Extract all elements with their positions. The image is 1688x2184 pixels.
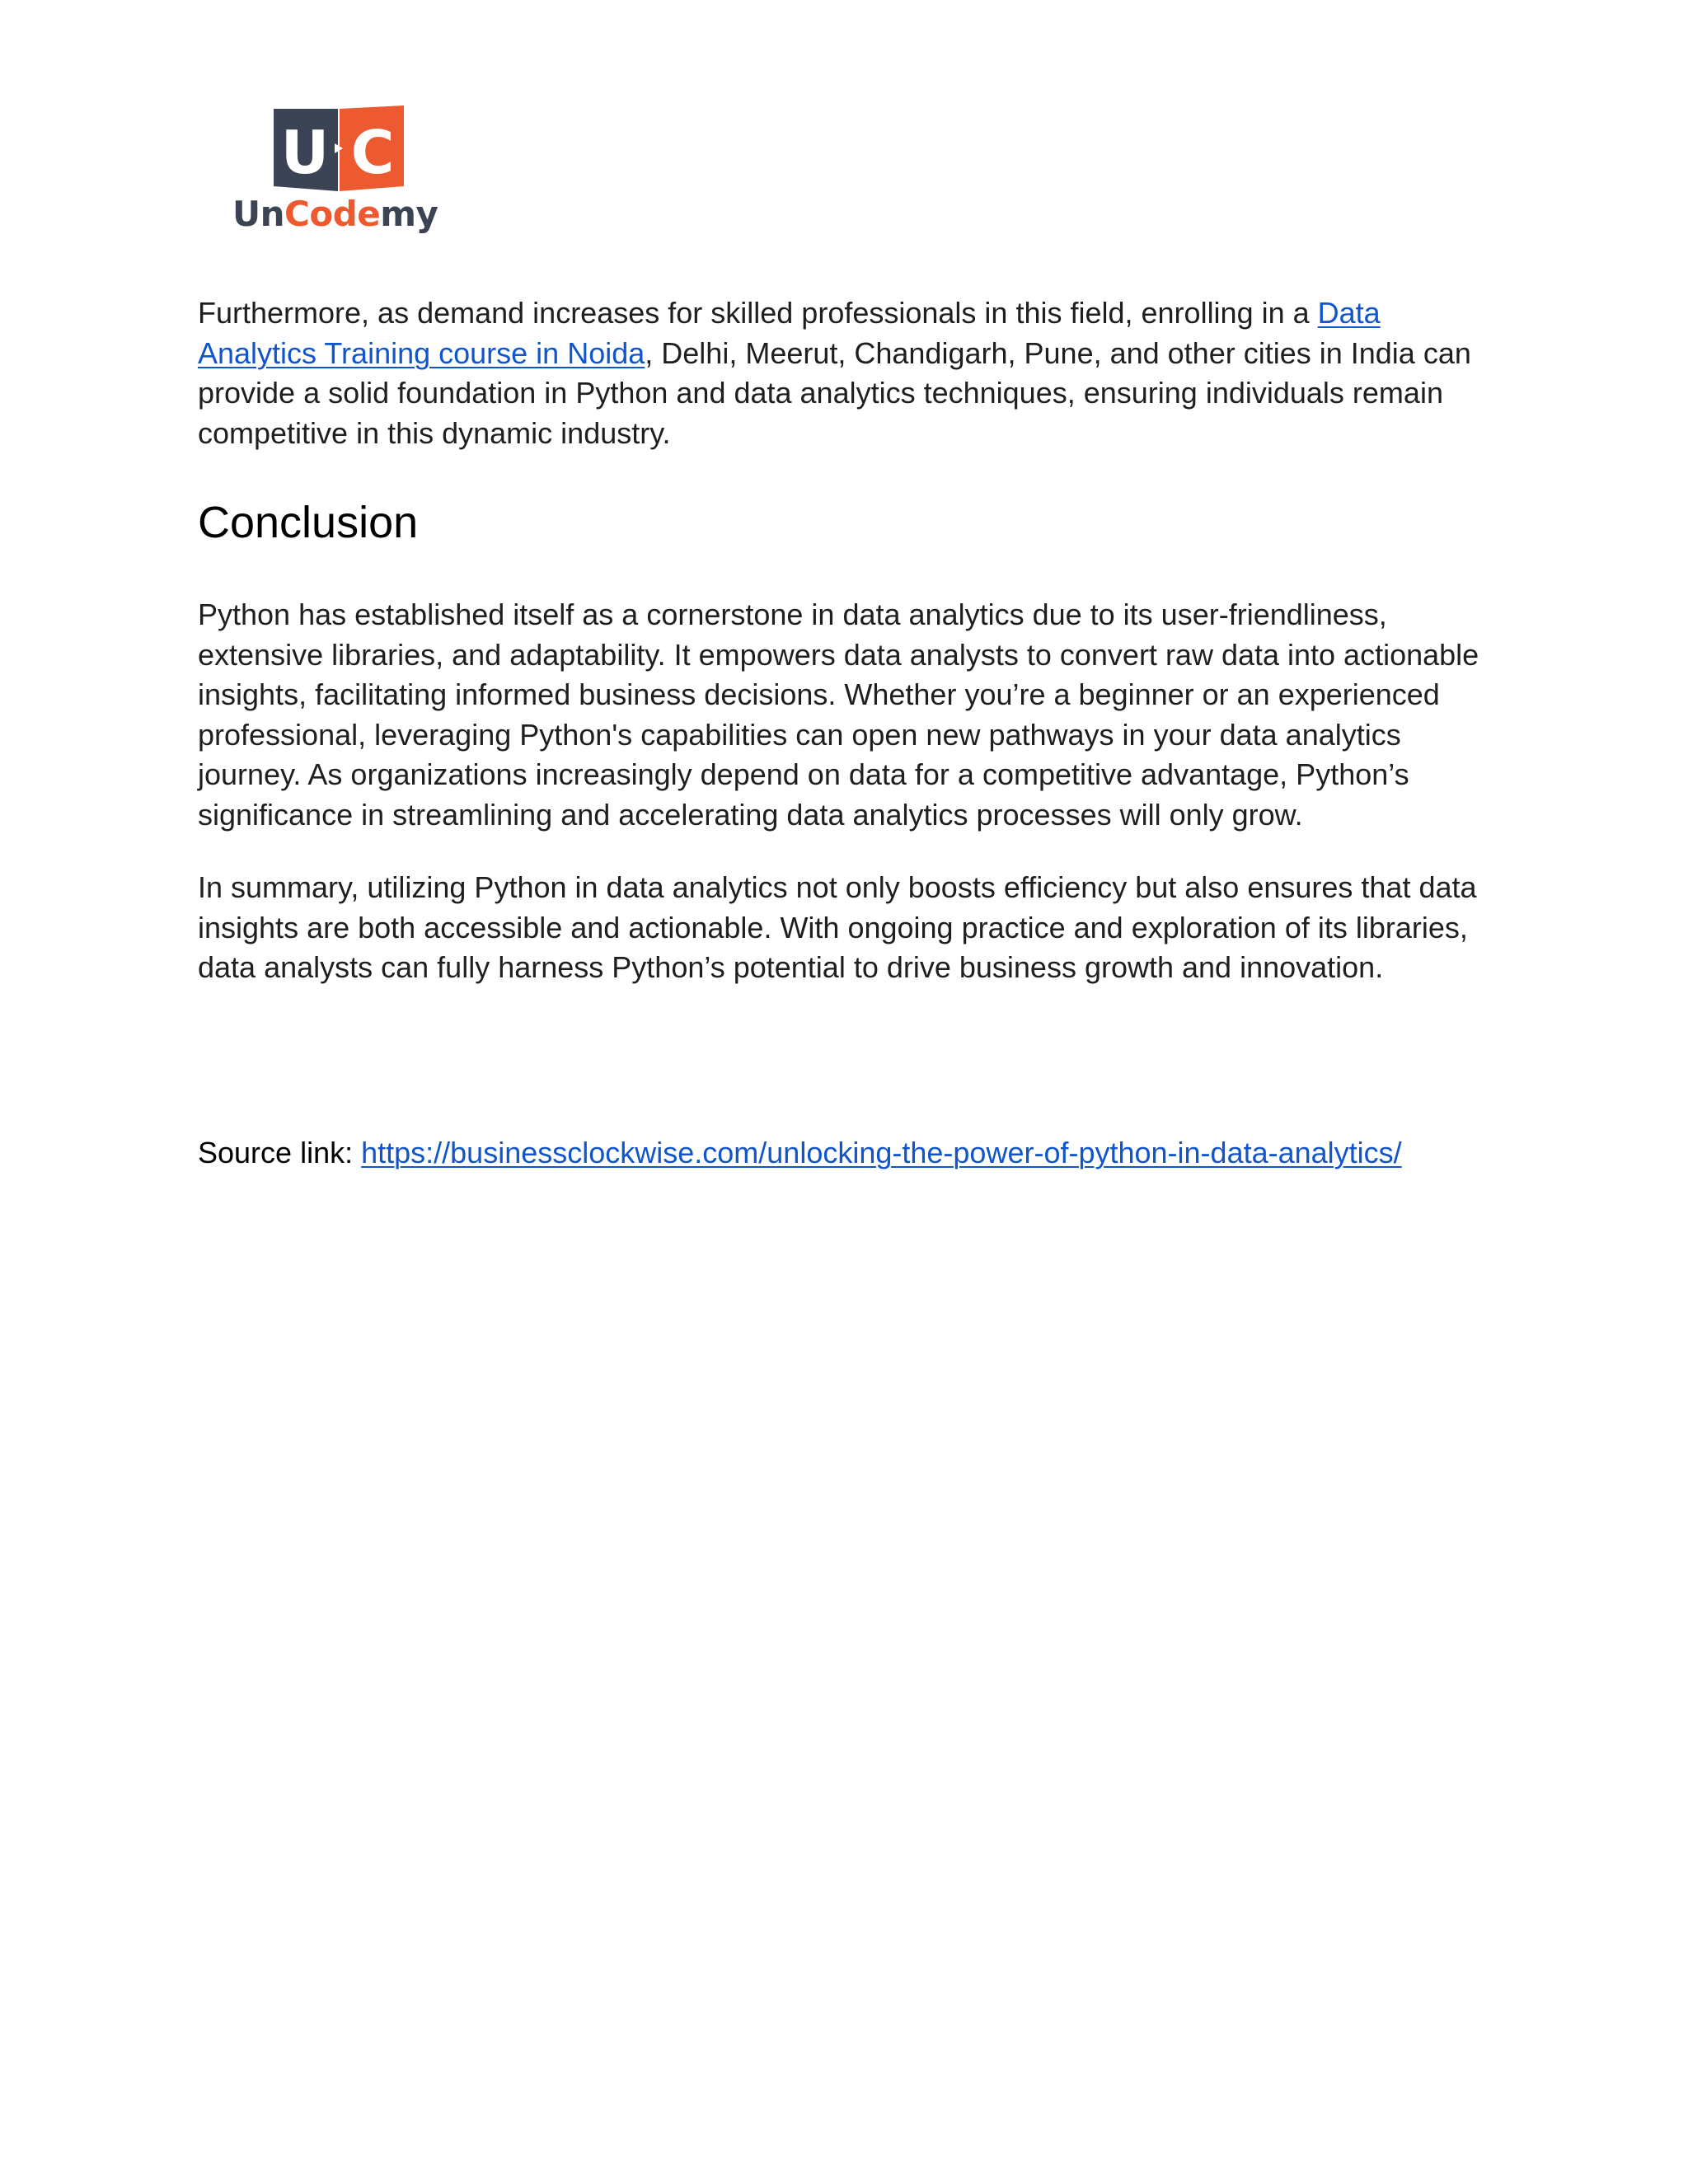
logo-wordmark-un: Un bbox=[232, 194, 285, 234]
source-label: Source link: bbox=[198, 1135, 362, 1169]
logo-mark-c: C bbox=[350, 118, 395, 187]
source-line bbox=[198, 1133, 1484, 1174]
paragraph-training-intro: Furthermore, as demand increases for skilled professionals in this field, enrolling in a bbox=[198, 296, 1318, 330]
source-url-link[interactable]: https://businessclockwise.com/unlocking-the-power-of-python-in-data-analytics/ bbox=[361, 1135, 1402, 1169]
paragraph-training-rest: , Delhi, Meerut, Chandigarh, Pune, and other cities in India can provide a solid foundation in Python and data analytics techniques, ensuring individuals remain competitive in this dynamic industry. bbox=[198, 335, 1471, 450]
paragraph-conclusion: Python has established itself as a cornerstone in data analytics due to its user-friendliness, extensive libraries, and adaptability. It empowers data analysts to convert raw data into actionable insights, facilitating informed business decisions. Whether you’re a beginner or an experienced professional, leveraging Python's capabilities can open new pathways in your data analytics journey. As organizations increasingly depend on data for a competitive advantage, Python’s significance in streamlining and accelerating data analytics processes will only grow. bbox=[198, 598, 1479, 832]
paragraph-summary: In summary, utilizing Python in data analytics not only boosts efficiency but also ensures that data insights are both accessible and actionable. With ongoing practice and exploration of its libraries, data analysts can fully harness Python’s potential to drive business growth and innovation. bbox=[198, 870, 1477, 984]
uncodemy-logo bbox=[232, 105, 447, 246]
paragraph-training bbox=[198, 293, 1484, 453]
document-body bbox=[198, 293, 1484, 1173]
logo-wordmark-my: my bbox=[380, 194, 438, 234]
logo-mark-u: U bbox=[280, 118, 330, 187]
training-course-link[interactable]: Data Analytics Training course in Noida bbox=[198, 296, 1381, 370]
uc-logo-mark-icon bbox=[274, 105, 404, 191]
conclusion-heading: Conclusion bbox=[198, 498, 419, 547]
logo-wordmark bbox=[232, 191, 438, 237]
logo-wordmark-code: Code bbox=[284, 194, 381, 234]
